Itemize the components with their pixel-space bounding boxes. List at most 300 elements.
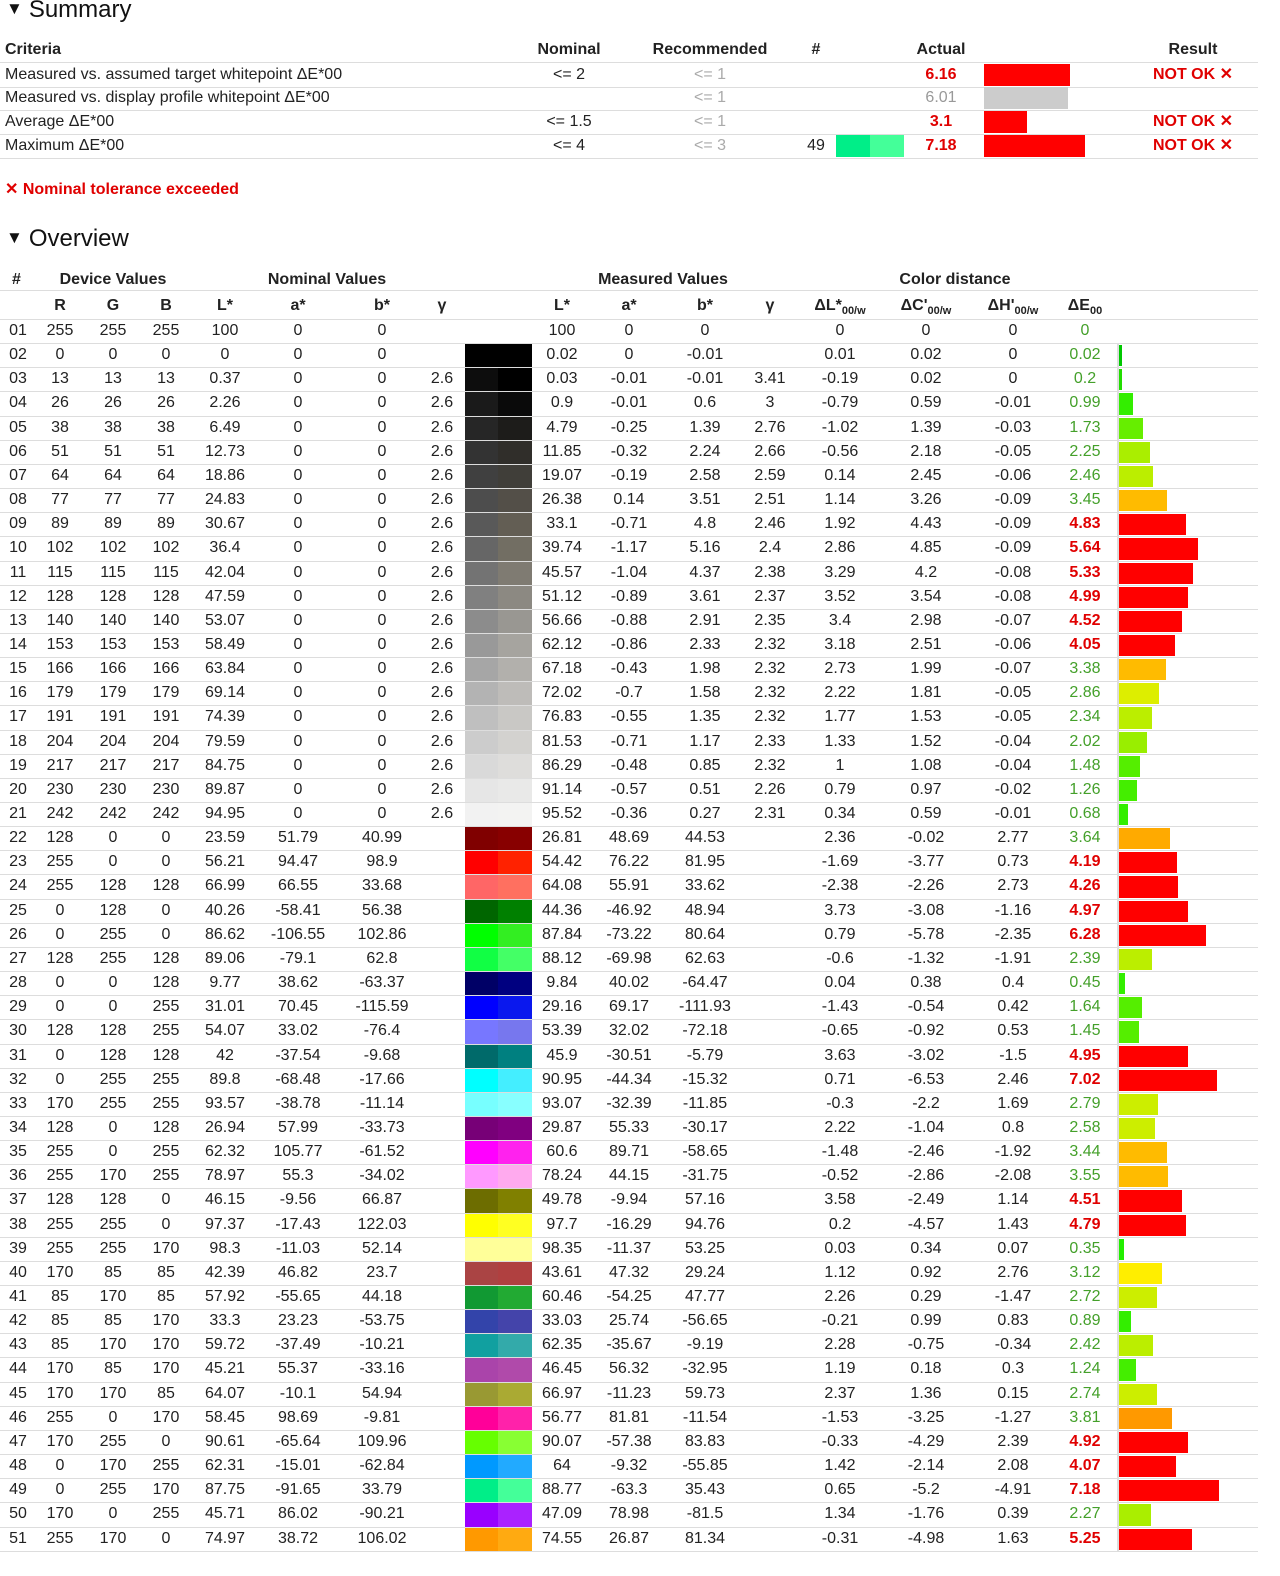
device-b: 255: [152, 1022, 180, 1039]
measured-l: 78.24: [541, 1167, 583, 1184]
table-row: [0, 996, 1258, 1020]
nominal-b: 0: [377, 322, 387, 339]
nominal-b: 122.03: [357, 1216, 407, 1233]
color-swatch: [465, 875, 532, 899]
swatch-nominal: [465, 1165, 499, 1188]
measured-b: 0.27: [689, 805, 721, 822]
measured-b: -32.95: [682, 1360, 728, 1377]
delta-h: -0.05: [994, 708, 1032, 725]
measured-l: 49.78: [541, 1191, 583, 1208]
hdr-nominal-b: [374, 297, 390, 315]
nominal-a: -15.01: [275, 1457, 321, 1474]
table-row: [0, 1262, 1258, 1286]
device-b: 128: [152, 1047, 180, 1064]
swatch-nominal: [465, 465, 499, 488]
delta-c: 4.2: [914, 564, 938, 581]
measured-b: 33.62: [684, 877, 726, 894]
delta-l: 1.92: [824, 515, 856, 532]
measured-l: 62.35: [541, 1336, 583, 1353]
measured-b: 29.24: [684, 1264, 726, 1281]
measured-gamma: 2.37: [754, 588, 786, 605]
device-b: 170: [152, 1481, 180, 1498]
measured-a: -0.36: [610, 805, 648, 822]
delta-e-bar: [1119, 587, 1188, 608]
device-g: 230: [99, 781, 127, 798]
delta-h: 0.39: [997, 1505, 1029, 1522]
delta-c: -1.32: [907, 950, 945, 967]
delta-h: -0.02: [994, 781, 1032, 798]
delta-l: 1.77: [824, 708, 856, 725]
measured-l: 93.07: [541, 1095, 583, 1112]
device-r: 64: [51, 467, 69, 484]
patch-number: 02: [9, 346, 27, 363]
delta-e: 4.79: [1069, 1216, 1101, 1233]
measured-a: -0.19: [610, 467, 648, 484]
delta-c: -1.76: [907, 1505, 945, 1522]
delta-e-bar: [1119, 418, 1143, 439]
table-row: [0, 827, 1258, 851]
swatch-nominal: [465, 513, 499, 536]
measured-l: 97.7: [546, 1216, 578, 1233]
device-b: 255: [152, 1143, 180, 1160]
delta-h: -0.03: [994, 419, 1032, 436]
patch-number: 08: [9, 491, 27, 508]
delta-h: -0.34: [994, 1336, 1032, 1353]
measured-a: -0.55: [610, 708, 648, 725]
swatch-nominal: [465, 1334, 499, 1357]
delta-l: 0.79: [824, 926, 856, 943]
summary-section-header[interactable]: [6, 0, 132, 24]
delta-l: -0.65: [821, 1022, 859, 1039]
nominal-a: 0: [293, 515, 303, 532]
measured-a: -30.51: [606, 1047, 652, 1064]
color-swatch: [465, 851, 532, 874]
measured-b: 2.91: [689, 612, 721, 629]
nominal-b: 0: [377, 757, 387, 774]
nominal-b: -33.16: [359, 1360, 405, 1377]
measured-a: 44.15: [608, 1167, 650, 1184]
device-g: 128: [99, 1047, 127, 1064]
delta-e: 3.44: [1069, 1143, 1101, 1160]
measured-gamma: 2.32: [754, 708, 786, 725]
delta-h: -1.47: [994, 1288, 1032, 1305]
color-swatch: [465, 996, 532, 1019]
nominal-a: 0: [293, 684, 303, 701]
device-r: 153: [46, 636, 74, 653]
col-nominal: Nominal: [537, 41, 601, 58]
delta-l: 1.19: [824, 1360, 856, 1377]
delta-e-bar: [1119, 1456, 1176, 1477]
measured-gamma: 2.32: [754, 660, 786, 677]
delta-c: 3.26: [910, 491, 942, 508]
hdr-delta-c-label: ΔC': [900, 297, 928, 314]
device-g: 128: [99, 1191, 127, 1208]
delta-e-bar: [1119, 707, 1152, 729]
nominal-b: 0: [377, 539, 387, 556]
measured-a: -0.32: [610, 443, 648, 460]
swatch-nominal: [465, 441, 499, 464]
measured-a: 56.32: [608, 1360, 650, 1377]
delta-h: 0.73: [997, 853, 1029, 870]
nominal-gamma: 2.6: [430, 515, 454, 532]
delta-e-bar: [1119, 466, 1153, 487]
measured-a: -69.98: [606, 950, 652, 967]
nominal-l: 89.8: [209, 1071, 241, 1088]
nominal-b: -115.59: [355, 998, 409, 1015]
swatch-nominal: [465, 1479, 499, 1502]
measured-a: -9.32: [610, 1457, 648, 1474]
device-g: 242: [99, 805, 127, 822]
delta-c: -2.2: [912, 1095, 940, 1112]
measured-l: 90.95: [541, 1071, 583, 1088]
device-r: 170: [46, 1095, 74, 1112]
delta-e: 0.68: [1069, 805, 1101, 822]
device-r: 255: [46, 1167, 74, 1184]
hdr-measured-b-label: b*: [697, 297, 713, 314]
delta-h: 2.77: [997, 829, 1029, 846]
device-r: 128: [46, 1119, 74, 1136]
nominal-a: -37.49: [275, 1336, 321, 1353]
measured-l: 0.9: [550, 394, 574, 411]
device-r: 170: [46, 1360, 74, 1377]
color-swatch: [465, 1286, 532, 1309]
delta-e: 4.05: [1069, 636, 1101, 653]
device-r: 128: [46, 588, 74, 605]
measured-a: -0.88: [610, 612, 648, 629]
device-g: 140: [99, 612, 127, 629]
measured-l: 86.29: [541, 757, 583, 774]
device-r: 0: [55, 1047, 65, 1064]
patch-number: 09: [9, 515, 27, 532]
delta-c: 0.02: [910, 370, 942, 387]
table-row: [0, 392, 1258, 417]
collapse-triangle-icon[interactable]: ▼: [6, 228, 23, 247]
delta-c: -3.08: [907, 902, 945, 919]
swatch-nominal: [465, 1238, 499, 1261]
patch-number: 04: [9, 394, 27, 411]
delta-e-bar: [1119, 490, 1167, 511]
color-swatch: [465, 465, 532, 488]
measured-l: 53.39: [541, 1022, 583, 1039]
patch-number: 17: [9, 708, 27, 725]
swatch-measured: [498, 1045, 532, 1068]
delta-h: -0.09: [994, 491, 1032, 508]
delta-h: -4.91: [994, 1481, 1032, 1498]
device-b: 153: [152, 636, 180, 653]
delta-c: -0.75: [907, 1336, 945, 1353]
actual-value: 7.18: [925, 137, 957, 154]
delta-e-bar: [1119, 1239, 1124, 1260]
swatch-nominal: [465, 1141, 499, 1164]
device-g: 170: [99, 1457, 127, 1474]
table-row: [0, 851, 1258, 875]
delta-e-bar: [1119, 780, 1137, 801]
delta-h: 2.46: [997, 1071, 1029, 1088]
color-swatch: [465, 972, 532, 995]
device-r: 255: [46, 1530, 74, 1547]
nominal-a: 0: [293, 733, 303, 750]
color-swatch: [465, 803, 532, 826]
table-row: [0, 658, 1258, 682]
swatch-measured: [498, 827, 532, 850]
nominal-l: 93.57: [204, 1095, 246, 1112]
nominal-b: 66.87: [361, 1191, 403, 1208]
device-g: 191: [99, 708, 127, 725]
patch-number: 50: [9, 1505, 27, 1522]
device-r: 85: [51, 1336, 69, 1353]
color-swatch: [465, 1238, 532, 1261]
nominal-gamma: 2.6: [430, 684, 454, 701]
device-g: 128: [99, 902, 127, 919]
delta-e-bar: [1119, 1529, 1192, 1550]
hdr-measured-l: [554, 297, 570, 315]
patch-number: 14: [9, 636, 27, 653]
device-g: 0: [108, 974, 118, 991]
nominal-a: -68.48: [275, 1071, 321, 1088]
nominal-a: -79.1: [279, 950, 317, 967]
delta-h: 2.76: [997, 1264, 1029, 1281]
device-g: 89: [104, 515, 122, 532]
delta-h: 0: [1008, 346, 1018, 363]
color-swatch: [465, 827, 532, 850]
swatch-measured: [498, 851, 532, 874]
device-r: 242: [46, 805, 74, 822]
measured-b: -11.54: [682, 1409, 728, 1426]
measured-b: 5.16: [689, 539, 721, 556]
patch-number: 47: [9, 1433, 27, 1450]
measured-a: 40.02: [608, 974, 650, 991]
measured-b: -11.85: [682, 1095, 728, 1112]
delta-l: -0.56: [821, 443, 859, 460]
swatch-measured: [498, 1189, 532, 1213]
criteria-label: Measured vs. assumed target whitepoint ΔE*00: [5, 66, 343, 83]
delta-l: -1.02: [821, 419, 859, 436]
swatch-measured: [498, 513, 532, 536]
swatch-nominal: [465, 900, 499, 923]
table-row: [0, 1214, 1258, 1238]
color-swatch: [465, 779, 532, 802]
measured-b: 81.95: [684, 853, 726, 870]
nominal-l: 9.77: [209, 974, 241, 991]
color-swatch: [465, 1189, 532, 1213]
device-b: 89: [157, 515, 175, 532]
table-row: [0, 1238, 1258, 1262]
bar-axis: [1117, 344, 1119, 1552]
measured-a: 32.02: [608, 1022, 650, 1039]
nominal-l: 42.04: [204, 564, 246, 581]
nominal-gamma: 2.6: [430, 805, 454, 822]
swatch-nominal: [465, 779, 499, 802]
nominal-gamma: 2.6: [430, 781, 454, 798]
swatch-nominal: [465, 1358, 499, 1382]
delta-h: -0.06: [994, 636, 1032, 653]
measured-a: -0.25: [610, 419, 648, 436]
delta-c: 0.92: [910, 1264, 942, 1281]
nominal-l: 54.07: [204, 1022, 246, 1039]
hdr-measured-gamma-label: γ: [765, 297, 775, 314]
swatch-measured: [498, 610, 532, 633]
color-swatch: [465, 1358, 532, 1382]
device-r: 170: [46, 1385, 74, 1402]
device-b: 255: [152, 322, 180, 339]
delta-e: 3.55: [1069, 1167, 1101, 1184]
delta-h: -0.04: [994, 757, 1032, 774]
collapse-triangle-icon[interactable]: ▼: [6, 0, 23, 18]
hdr-r: [54, 297, 66, 315]
device-g: 255: [99, 1216, 127, 1233]
delta-e-bar: [1119, 1480, 1219, 1501]
measured-b: -81.5: [686, 1505, 724, 1522]
measured-b: 2.58: [689, 467, 721, 484]
swatch-measured: [498, 344, 532, 367]
measured-l: 4.79: [546, 419, 578, 436]
nominal-gamma: 2.6: [430, 660, 454, 677]
nominal-a: -65.64: [275, 1433, 321, 1450]
delta-c: -2.46: [907, 1143, 945, 1160]
nominal-a: 0: [293, 564, 303, 581]
nominal-b: -10.21: [359, 1336, 405, 1353]
color-swatch: [465, 1407, 532, 1430]
table-row: [0, 465, 1258, 489]
nominal-a: 33.02: [277, 1022, 319, 1039]
result-status: NOT OK ✕: [1152, 66, 1234, 83]
delta-e-bar: [1119, 683, 1159, 704]
hdr-r-label: R: [54, 297, 66, 314]
actual-value: 3.1: [929, 113, 953, 130]
device-g: 170: [99, 1530, 127, 1547]
delta-h: -0.01: [994, 805, 1032, 822]
nominal-b: 0: [377, 636, 387, 653]
delta-l: 3.58: [824, 1191, 856, 1208]
delta-e-bar: [1119, 1190, 1182, 1212]
device-g: 255: [99, 1433, 127, 1450]
device-b: 170: [152, 1240, 180, 1257]
delta-h: -0.09: [994, 539, 1032, 556]
delta-l: -1.53: [821, 1409, 859, 1426]
delta-e-bar: [1119, 1215, 1186, 1236]
swatch-nominal: [465, 1528, 499, 1551]
delta-l: 1.33: [824, 733, 856, 750]
measured-l: 64: [553, 1457, 571, 1474]
delta-e: 4.51: [1069, 1191, 1101, 1208]
measured-gamma: 2.32: [754, 684, 786, 701]
nominal-a: 66.55: [277, 877, 319, 894]
delta-c: -2.49: [907, 1191, 945, 1208]
delta-e-bar: [1119, 1504, 1151, 1526]
delta-e-bar: [1119, 949, 1152, 970]
delta-h: -1.27: [994, 1409, 1032, 1426]
nominal-a: 55.3: [282, 1167, 314, 1184]
delta-e-bar: [1119, 852, 1177, 873]
nominal-l: 98.3: [209, 1240, 241, 1257]
measured-b: -56.65: [682, 1312, 728, 1329]
swatch-nominal: [465, 1069, 499, 1092]
color-swatch: [465, 1310, 532, 1333]
delta-c: 1.52: [910, 733, 942, 750]
table-row: [0, 1141, 1258, 1165]
nominal-value: <= 4: [552, 137, 586, 154]
nominal-a: 0: [293, 467, 303, 484]
nominal-l: 42: [216, 1047, 234, 1064]
nominal-b: -61.52: [359, 1143, 405, 1160]
delta-h: 0.53: [997, 1022, 1029, 1039]
nominal-l: 69.14: [204, 684, 246, 701]
measured-b: 2.33: [689, 636, 721, 653]
device-r: 255: [46, 1240, 74, 1257]
delta-l: 2.73: [824, 660, 856, 677]
nominal-l: 53.07: [204, 612, 246, 629]
delta-e-bar: [1119, 1021, 1139, 1043]
device-g: 170: [99, 1288, 127, 1305]
patch-number: 34: [9, 1119, 27, 1136]
nominal-l: 78.97: [204, 1167, 246, 1184]
device-b: 230: [152, 781, 180, 798]
delta-c: 2.98: [910, 612, 942, 629]
table-row: [0, 344, 1258, 368]
overview-section-header[interactable]: [6, 225, 129, 253]
measured-l: 56.66: [541, 612, 583, 629]
color-swatch: [465, 441, 532, 464]
measured-a: -0.89: [610, 588, 648, 605]
nominal-b: 33.68: [361, 877, 403, 894]
nominal-l: 36.4: [209, 539, 241, 556]
device-b: 38: [157, 419, 175, 436]
swatch-measured: [498, 1358, 532, 1382]
measured-a: -0.7: [615, 684, 643, 701]
device-g: 255: [99, 1481, 127, 1498]
table-row: [0, 368, 1258, 392]
measured-b: 1.98: [689, 660, 721, 677]
device-r: 0: [55, 998, 65, 1015]
hdr-delta-h: [988, 297, 1039, 317]
measured-b: 1.39: [689, 419, 721, 436]
swatch-nominal: [465, 706, 499, 730]
measured-a: 25.74: [608, 1312, 650, 1329]
swatch-measured: [498, 779, 532, 802]
nominal-b: 56.38: [361, 902, 403, 919]
device-g: 170: [99, 1336, 127, 1353]
table-row: [0, 513, 1258, 537]
hdr-g: [107, 297, 119, 315]
nominal-l: 62.31: [204, 1457, 246, 1474]
color-swatch: [465, 900, 532, 923]
delta-h: -0.08: [994, 564, 1032, 581]
measured-b: 53.25: [684, 1240, 726, 1257]
nominal-b: -90.21: [359, 1505, 405, 1522]
nominal-gamma: 2.6: [430, 564, 454, 581]
delta-h: 0.8: [1001, 1119, 1025, 1136]
nominal-b: 106.02: [357, 1530, 407, 1547]
measured-a: 0.14: [613, 491, 645, 508]
nominal-l: 79.59: [204, 733, 246, 750]
swatch-measured: [498, 586, 532, 609]
measured-l: 98.35: [541, 1240, 583, 1257]
measured-b: 94.76: [684, 1216, 726, 1233]
nominal-l: 45.21: [204, 1360, 246, 1377]
measured-l: 90.07: [541, 1433, 583, 1450]
delta-c: -3.25: [907, 1409, 945, 1426]
device-r: 0: [55, 974, 65, 991]
delta-c: 0: [921, 322, 931, 339]
summary-row: [0, 62, 1258, 88]
measured-gamma: 3.41: [754, 370, 786, 387]
delta-e: 7.02: [1069, 1071, 1101, 1088]
device-g: 217: [99, 757, 127, 774]
color-swatch: [465, 682, 532, 705]
measured-b: -31.75: [682, 1167, 728, 1184]
nominal-b: 0: [377, 467, 387, 484]
patch-number: 33: [9, 1095, 27, 1112]
